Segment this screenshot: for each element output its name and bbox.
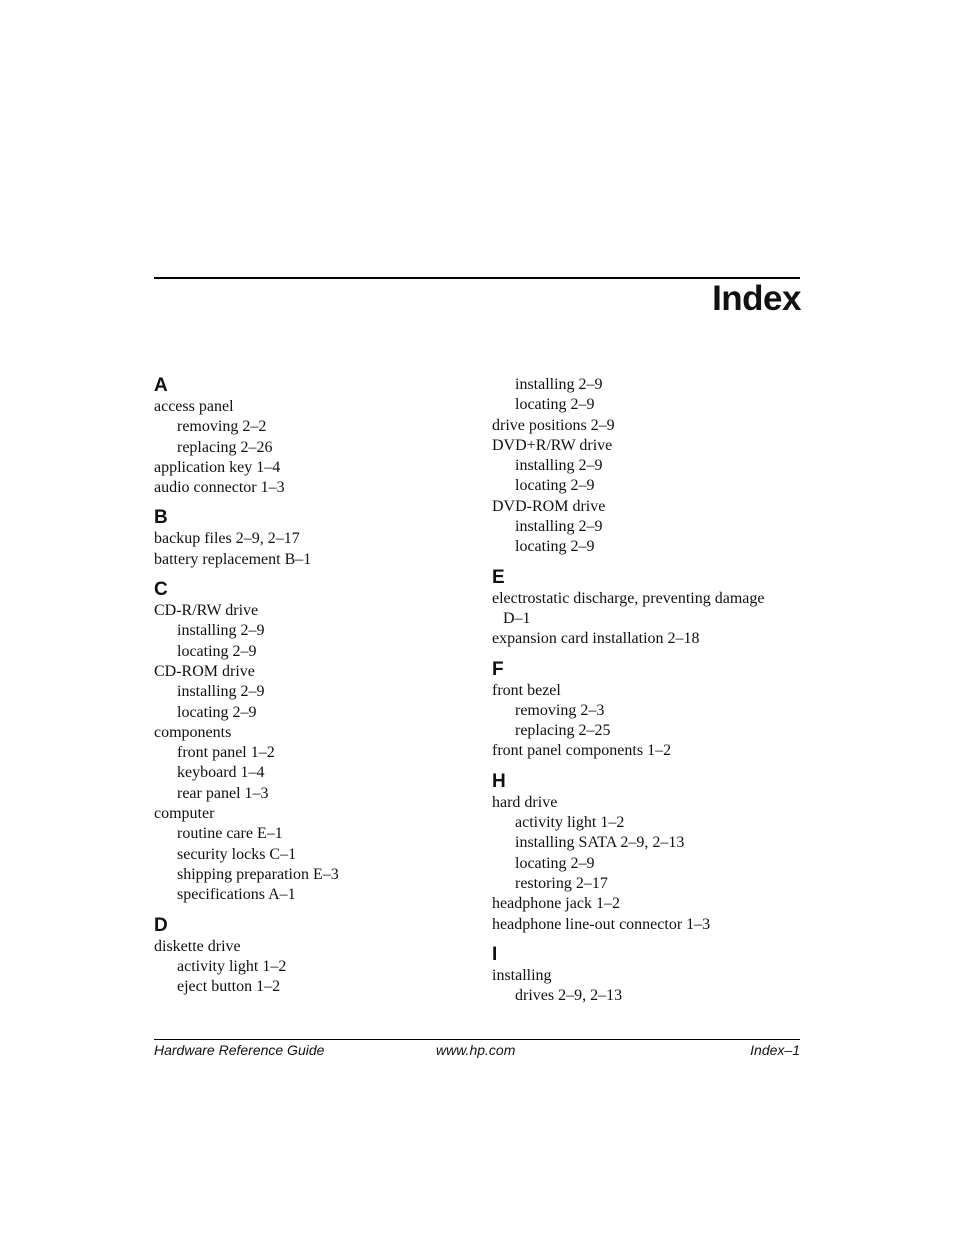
index-subentry: shipping preparation E–3 bbox=[177, 865, 339, 883]
index-entry: computer bbox=[154, 805, 215, 823]
index-entry: DVD-ROM drive bbox=[492, 497, 606, 515]
index-subentry: security locks C–1 bbox=[177, 845, 297, 863]
index-entry: components bbox=[154, 723, 232, 741]
index-subentry: installing 2–9 bbox=[515, 376, 603, 393]
footer-website: www.hp.com bbox=[436, 1042, 516, 1058]
index-entry: backup files 2–9, 2–17 bbox=[154, 530, 300, 548]
index-subentry: restoring 2–17 bbox=[515, 874, 608, 892]
index-subentry: installing 2–9 bbox=[177, 683, 265, 701]
index-entry-continuation: D–1 bbox=[503, 609, 531, 627]
index-letter-heading: E bbox=[492, 566, 505, 588]
index-subentry: drives 2–9, 2–13 bbox=[515, 987, 623, 1005]
index-subentry: activity light 1–2 bbox=[515, 814, 625, 832]
footer-page-number: Index–1 bbox=[750, 1042, 800, 1058]
index-subentry: replacing 2–25 bbox=[515, 722, 611, 740]
index-subentry: rear panel 1–3 bbox=[177, 784, 269, 802]
index-entry: front bezel bbox=[492, 681, 561, 699]
index-subentry: eject button 1–2 bbox=[177, 978, 281, 996]
footer-rule bbox=[154, 1039, 800, 1040]
index-subentry: installing 2–9 bbox=[515, 457, 603, 475]
index-entry: hard drive bbox=[492, 793, 558, 811]
index-entry: expansion card installation 2–18 bbox=[492, 630, 700, 648]
index-letter-heading: H bbox=[492, 770, 506, 792]
index-letter-heading: C bbox=[154, 579, 168, 601]
index-entry: audio connector 1–3 bbox=[154, 479, 285, 497]
page-title: Index bbox=[712, 279, 801, 318]
index-entry: CD-ROM drive bbox=[154, 662, 255, 680]
index-subentry: locating 2–9 bbox=[515, 538, 595, 556]
index-letter-heading: A bbox=[154, 375, 168, 396]
title-rule bbox=[154, 277, 800, 279]
index-subentry: installing 2–9 bbox=[515, 518, 603, 536]
index-entry: DVD+R/RW drive bbox=[492, 436, 613, 454]
index-entry: headphone jack 1–2 bbox=[492, 895, 620, 913]
index-entry: battery replacement B–1 bbox=[154, 550, 312, 568]
index-subentry: installing SATA 2–9, 2–13 bbox=[515, 834, 685, 852]
index-subentry: locating 2–9 bbox=[515, 477, 595, 495]
index-subentry: removing 2–2 bbox=[177, 418, 267, 436]
index-entry: headphone line-out connector 1–3 bbox=[492, 915, 711, 933]
index-entry: front panel components 1–2 bbox=[492, 742, 672, 760]
index-entry: drive positions 2–9 bbox=[492, 416, 615, 434]
footer-guide-title: Hardware Reference Guide bbox=[154, 1042, 325, 1058]
index-entry: access panel bbox=[154, 398, 234, 415]
index-subentry: locating 2–9 bbox=[177, 642, 257, 660]
index-letter-heading: D bbox=[154, 914, 168, 936]
index-column-left bbox=[154, 375, 474, 997]
index-subentry: front panel 1–2 bbox=[177, 744, 275, 762]
index-subentry: routine care E–1 bbox=[177, 825, 283, 843]
index-subentry: keyboard 1–4 bbox=[177, 764, 265, 782]
index-entry: electrostatic discharge, preventing damage bbox=[492, 589, 765, 607]
index-subentry: replacing 2–26 bbox=[177, 438, 273, 456]
index-letter-heading: I bbox=[492, 943, 498, 965]
index-subentry: locating 2–9 bbox=[515, 396, 595, 414]
index-letter-heading: F bbox=[492, 658, 504, 680]
index-entry: application key 1–4 bbox=[154, 458, 281, 476]
index-subentry: specifications A–1 bbox=[177, 886, 296, 904]
index-subentry: activity light 1–2 bbox=[177, 957, 287, 975]
index-entry: installing bbox=[492, 966, 552, 984]
index-entry: CD-R/RW drive bbox=[154, 602, 259, 620]
index-subentry: installing 2–9 bbox=[177, 622, 265, 640]
index-entry: diskette drive bbox=[154, 937, 241, 955]
index-subentry: locating 2–9 bbox=[515, 854, 595, 872]
index-letter-heading: B bbox=[154, 507, 168, 529]
index-column-right bbox=[492, 375, 802, 1006]
index-subentry: locating 2–9 bbox=[177, 703, 257, 721]
index-subentry: removing 2–3 bbox=[515, 701, 605, 719]
